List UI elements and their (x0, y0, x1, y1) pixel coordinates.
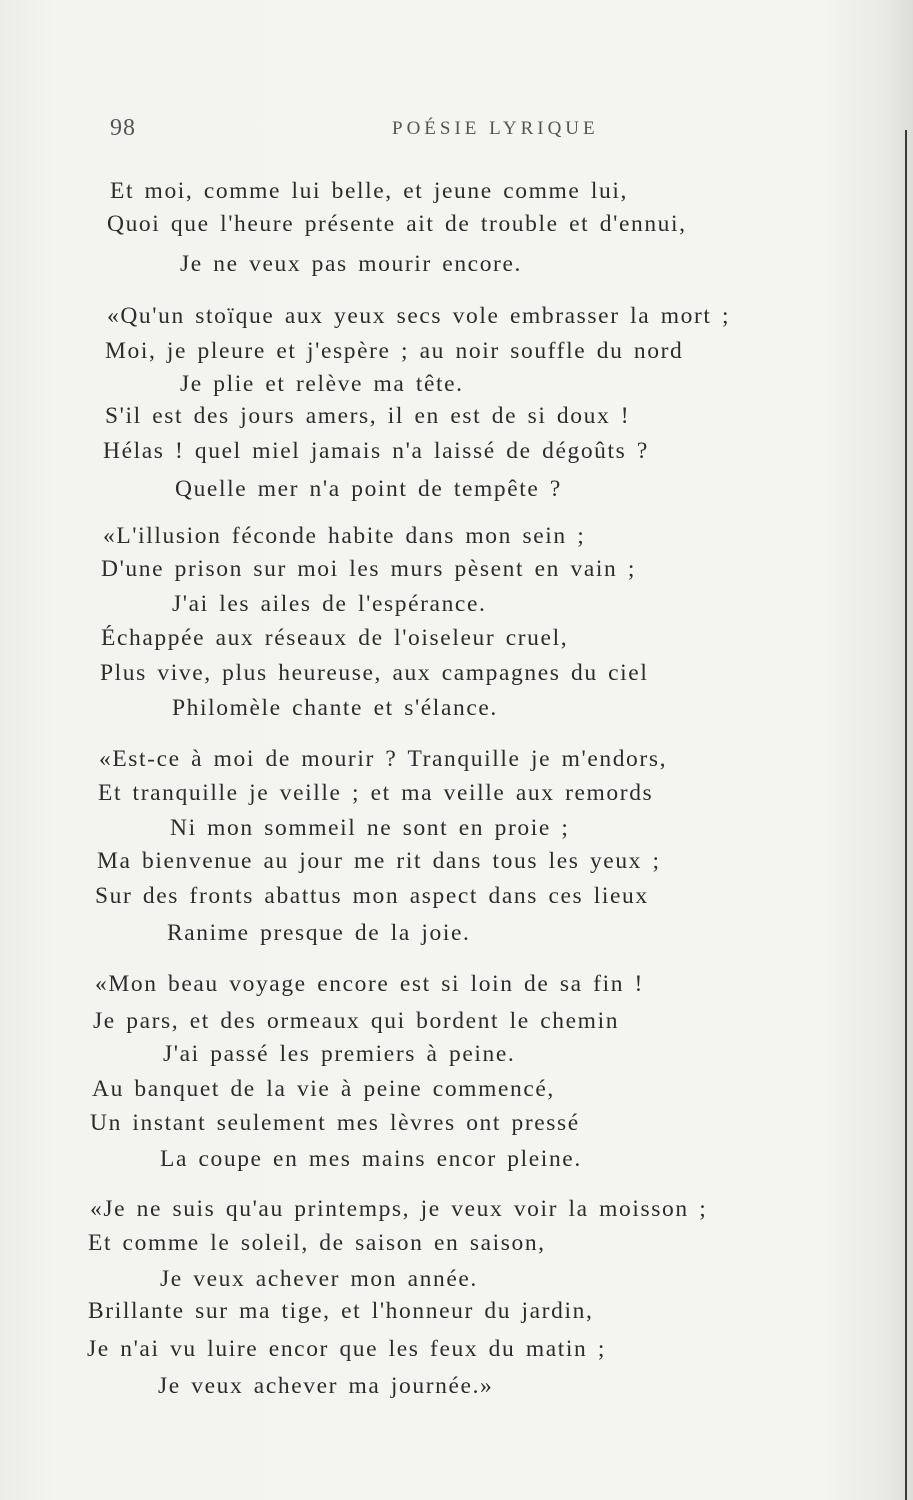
verse-line: Brillante sur ma tige, et l'honneur du jardin, (88, 1298, 594, 1324)
verse-line: Moi, je pleure et j'espère ; au noir souffle du nord (105, 338, 684, 364)
verse-line: Sur des fronts abattus mon aspect dans ces lieux (95, 883, 649, 909)
verse-line: D'une prison sur moi les murs pèsent en vain ; (101, 556, 636, 582)
verse-line: Je n'ai vu luire encor que les feux du matin ; (87, 1336, 606, 1362)
verse-line: Échappée aux réseaux de l'oiseleur cruel, (101, 625, 569, 651)
verse-line: J'ai passé les premiers à peine. (163, 1041, 516, 1067)
verse-line: La coupe en mes mains encor pleine. (160, 1146, 582, 1172)
verse-line: Ni mon sommeil ne sont en proie ; (170, 815, 570, 841)
verse-line: Et comme le soleil, de saison en saison, (88, 1230, 546, 1256)
verse-line: Plus vive, plus heureuse, aux campagnes du ciel (100, 660, 649, 686)
running-head: POÉSIE LYRIQUE (392, 118, 599, 139)
verse-line: Ma bienvenue au jour me rit dans tous les yeux ; (97, 848, 661, 874)
verse-line: Je pars, et des ormeaux qui bordent le chemin (93, 1008, 620, 1034)
page-edge-shadow (905, 130, 907, 1500)
verse-line: Philomèle chante et s'élance. (172, 695, 498, 721)
verse-line: Et moi, comme lui belle, et jeune comme lui, (110, 178, 628, 204)
verse-line: Ranime presque de la joie. (167, 920, 471, 946)
verse-line: Hélas ! quel miel jamais n'a laissé de dégoûts ? (103, 438, 649, 464)
verse-line: Je veux achever mon année. (160, 1266, 478, 1292)
verse-line: «Qu'un stoïque aux yeux secs vole embrasser la mort ; (107, 303, 731, 329)
verse-line: «Je ne suis qu'au printemps, je veux voir la moisson ; (90, 1196, 708, 1222)
verse-line: Quoi que l'heure présente ait de trouble et d'ennui, (107, 211, 687, 237)
page-number: 98 (110, 115, 136, 141)
verse-line: S'il est des jours amers, il en est de si doux ! (105, 403, 631, 429)
verse-line: Je ne veux pas mourir encore. (180, 251, 522, 277)
verse-line: Au banquet de la vie à peine commencé, (92, 1076, 555, 1102)
verse-line: Quelle mer n'a point de tempête ? (175, 476, 562, 502)
verse-line: «L'illusion féconde habite dans mon sein ; (103, 523, 586, 549)
verse-line: J'ai les ailes de l'espérance. (172, 591, 487, 617)
verse-line: Un instant seulement mes lèvres ont pressé (90, 1110, 580, 1136)
verse-line: «Est-ce à moi de mourir ? Tranquille je m'endors, (99, 746, 668, 772)
verse-line: Je plie et relève ma tête. (180, 371, 464, 397)
verse-line: Je veux achever ma journée.» (158, 1373, 494, 1399)
verse-line: «Mon beau voyage encore est si loin de sa fin ! (95, 971, 644, 997)
verse-line: Et tranquille je veille ; et ma veille aux remords (98, 780, 654, 806)
